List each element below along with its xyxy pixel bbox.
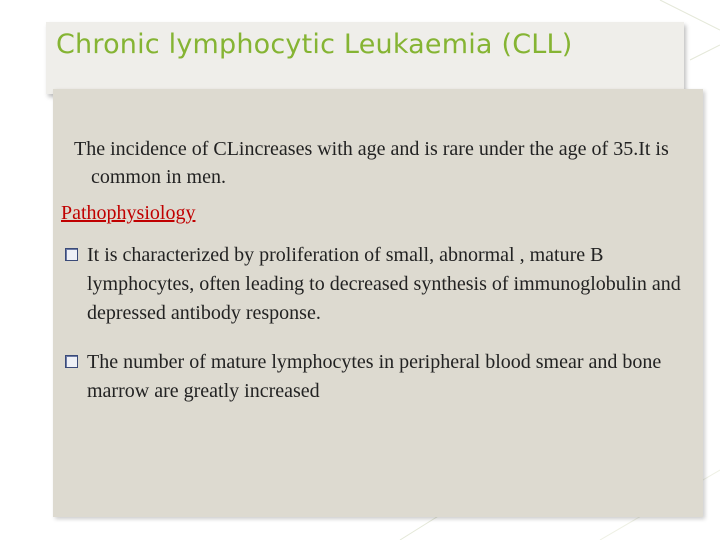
slide-title: Chronic lymphocytic Leukaemia (CLL) [56, 29, 573, 60]
list-item [65, 348, 695, 406]
square-bullet-icon [65, 355, 78, 368]
section-heading: Pathophysiology [61, 202, 196, 224]
bullet-text: The number of mature lymphocytes in peripheral blood smear and bone marrow are greatly increased [87, 351, 662, 402]
title-box [46, 22, 684, 94]
list-item [65, 241, 695, 328]
bullet-text: It is characterized by proliferation of small, abnormal , mature B lymphocytes, often leading to decreased synthesis of immunoglobulin and depressed antibody response. [87, 244, 681, 324]
square-bullet-icon [65, 248, 78, 261]
bullet-list [65, 241, 695, 426]
content-box [53, 89, 703, 517]
intro-paragraph: The incidence of CLincreases with age and is rare under the age of 35.It is common in men. [74, 138, 669, 188]
